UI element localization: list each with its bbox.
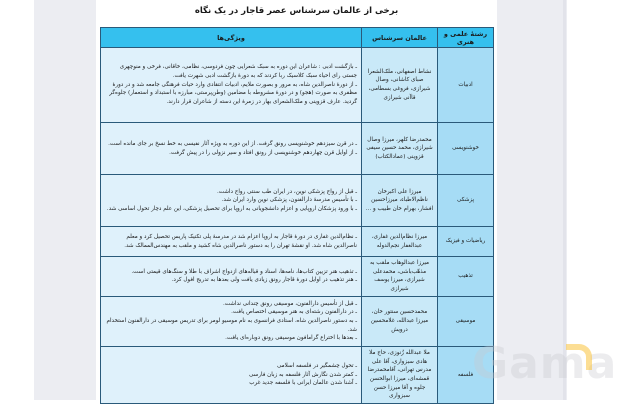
table-row [101, 175, 494, 227]
table-row [101, 257, 494, 297]
header-scholars: عالمان سرشناس [362, 28, 438, 48]
table-row [101, 48, 494, 123]
scholars-cell: محمدحسین سنتور خان، میرزا عبدالله، غلامحسین درویش [362, 296, 438, 346]
table-row [101, 296, 494, 346]
table-row [101, 227, 494, 257]
document-page [96, 0, 497, 400]
feature-item: ـ با ورود پزشکان اروپایی و اعزام دانشجویانی به اروپا برای تحصیل پزشکی، این علم دچار تحول اساسی شد. [106, 205, 357, 212]
field-cell: خوشنویسی [438, 123, 494, 175]
feature-item: ـ هنر تذهیب در اوایل دورهٔ قاجار رونق زیادی یافت ولی بعدها به تدریج افول کرد. [171, 277, 357, 284]
feature-item: ـ بازگشت ادبی : شاعران این دوره به سبک شعرایی چون فردوسی، نظامی، خاقانی، فرخی و منوچهری جستی رای احیاء سبک کلاسیک ربا کردند که به دورهٔ بازگشت ادبی شهرت یافت. [119, 64, 357, 80]
features-cell [101, 175, 362, 227]
watermark-logo: Gama [472, 338, 617, 389]
features-cell [101, 123, 362, 175]
scholars-cell: محمدرضا کلهر، میرزا وصال شیرازی، محمد حسین سیفی قزوینی (عمادالکتاب) [362, 123, 438, 175]
features-cell [101, 346, 362, 403]
page-title: برخی از عالمان سرشناس عصر قاجار در یک نگاه [194, 6, 399, 16]
features-cell [101, 257, 362, 297]
feature-item: ـ بعدها با اختراع گرامافون موسیقی رونق دوباره‌ای یافت. [225, 335, 357, 342]
feature-item: ـ تذهیب هنر تزیین کتاب‌ها، نامه‌ها، اسناد و قباله‌های ازدواج اشراف با طلا و سنگ‌های قیمتی است. [131, 268, 357, 275]
left-margin-panel [34, 0, 96, 400]
scholars-table [100, 27, 494, 404]
feature-item: ـ از اوایل قرن چهاردهم خوشنویسی از رونق افتاد و سیر نزولی را در پیش گرفت. [169, 149, 357, 156]
field-cell: پزشکی [438, 175, 494, 227]
scholars-cell: میرزا نظام‌الدین غفاری، عبدالغفار نجم‌الدوله [362, 227, 438, 257]
feature-item: ـ در دارالفنون رشته‌ای به هنر موسیقی اختصاص یافت. [231, 309, 357, 316]
field-cell: موسیقی [438, 296, 494, 346]
field-cell: فلسفه [438, 346, 494, 403]
feature-item: ـ آشنا شدن عالمان ایرانی با فلسفه جدید غرب [249, 380, 357, 387]
header-field: رشتهٔ علمی و هنری [438, 28, 494, 48]
watermark-arc-icon [566, 344, 592, 370]
header-features: ویژگی‌ها [101, 28, 362, 48]
feature-item: ـ تحول چشمگیر در فلسفه اسلامی [277, 362, 357, 369]
features-cell [101, 227, 362, 257]
feature-item: ـ به دستور ناصرالدین شاه، استادی فرانسوی به نام موسیو لومر برای تدریس موسیقی در دارالفنون استخدام شد. [106, 317, 357, 333]
scholars-cell: میرزا علی اکبرخان ناظم‌الاطباء، میرزاحسین افشار، بهرام خان طبیب و ... [362, 175, 438, 227]
feature-item: ـ قبل از تأسیس دارالفنون، موسیقی رونق چندانی نداشت. [222, 300, 357, 307]
feature-item: ـ نظام‌الدین غفاری در دورهٔ قاجار به اروپا اعزام شد در مدرسهٔ پلی تکنیک پاریس تحصیل کرد و معلم ناصرالدین شاه شد. او نقشهٔ تهران را به دستور ناصرالدین شاه کشید و ملقب به مهندس‌الممالک شد. [124, 233, 357, 249]
table-row [101, 346, 494, 403]
field-cell: تذهیب [438, 257, 494, 297]
feature-item: ـ با تأسیس مدرسهٔ دارالفنون، پزشکی نوین وارد ایران شد. [221, 197, 357, 204]
features-cell [101, 296, 362, 346]
feature-item: ـ از دورهٔ ناصرالدین شاه، به مرور و بصورت ملایم، ادبیات انتقادی وارد حیات فرهنگی جامعه شد و در دورهٔ مظفری به صورت (هجو) و در دورهٔ مشروطه با مضامین (وطن‌پرستی، مبارزه با استبداد و استعمار) جلوه‌گر گردید. عارف قزوینی و ملک‌الشعرای بهار در زمرهٔ این دسته از شاعران قرار دارند. [109, 81, 357, 105]
features-cell [101, 48, 362, 123]
scholars-cell: ملا عبدالله زُنوزی، حاج ملا هادی سبزواری، آقا علی مدرس تهرانی، آقامحمدرضا قمشه‌ای، میرزا ابوالحسن جلوه و آقا میرزا حسن سبزواری [362, 346, 438, 403]
feature-item: ـ کمتر شدن نگارش آثار فلسفه به زبان فارسی [248, 371, 357, 378]
scholars-cell: نشاط اصفهانی، ملک‌الشعرا صبای کاشانی، وصال شیرازی، فروغی بسطامی، قاآنی شیرازی [362, 48, 438, 123]
table-header-row [101, 28, 494, 48]
field-cell: ریاضیات و فیزیک [438, 227, 494, 257]
scholars-cell: میرزا عبدالوهاب ملقب به مذهّب‌باشی، محمدعلی شیرازی، میرزا یوسف شیرازی [362, 257, 438, 297]
feature-item: ـ در قرن سیزدهم خوشنویسی رونق گرفت. از این دوره به ویژه آثار نفیسی به خط نسخ بر جای مانده است. [108, 140, 357, 147]
field-cell: ادبیات [438, 48, 494, 123]
feature-item: ـ قبل از رواج پزشکی نوین، در ایران طب سنتی رواج داشت. [216, 188, 357, 195]
table-row [101, 123, 494, 175]
